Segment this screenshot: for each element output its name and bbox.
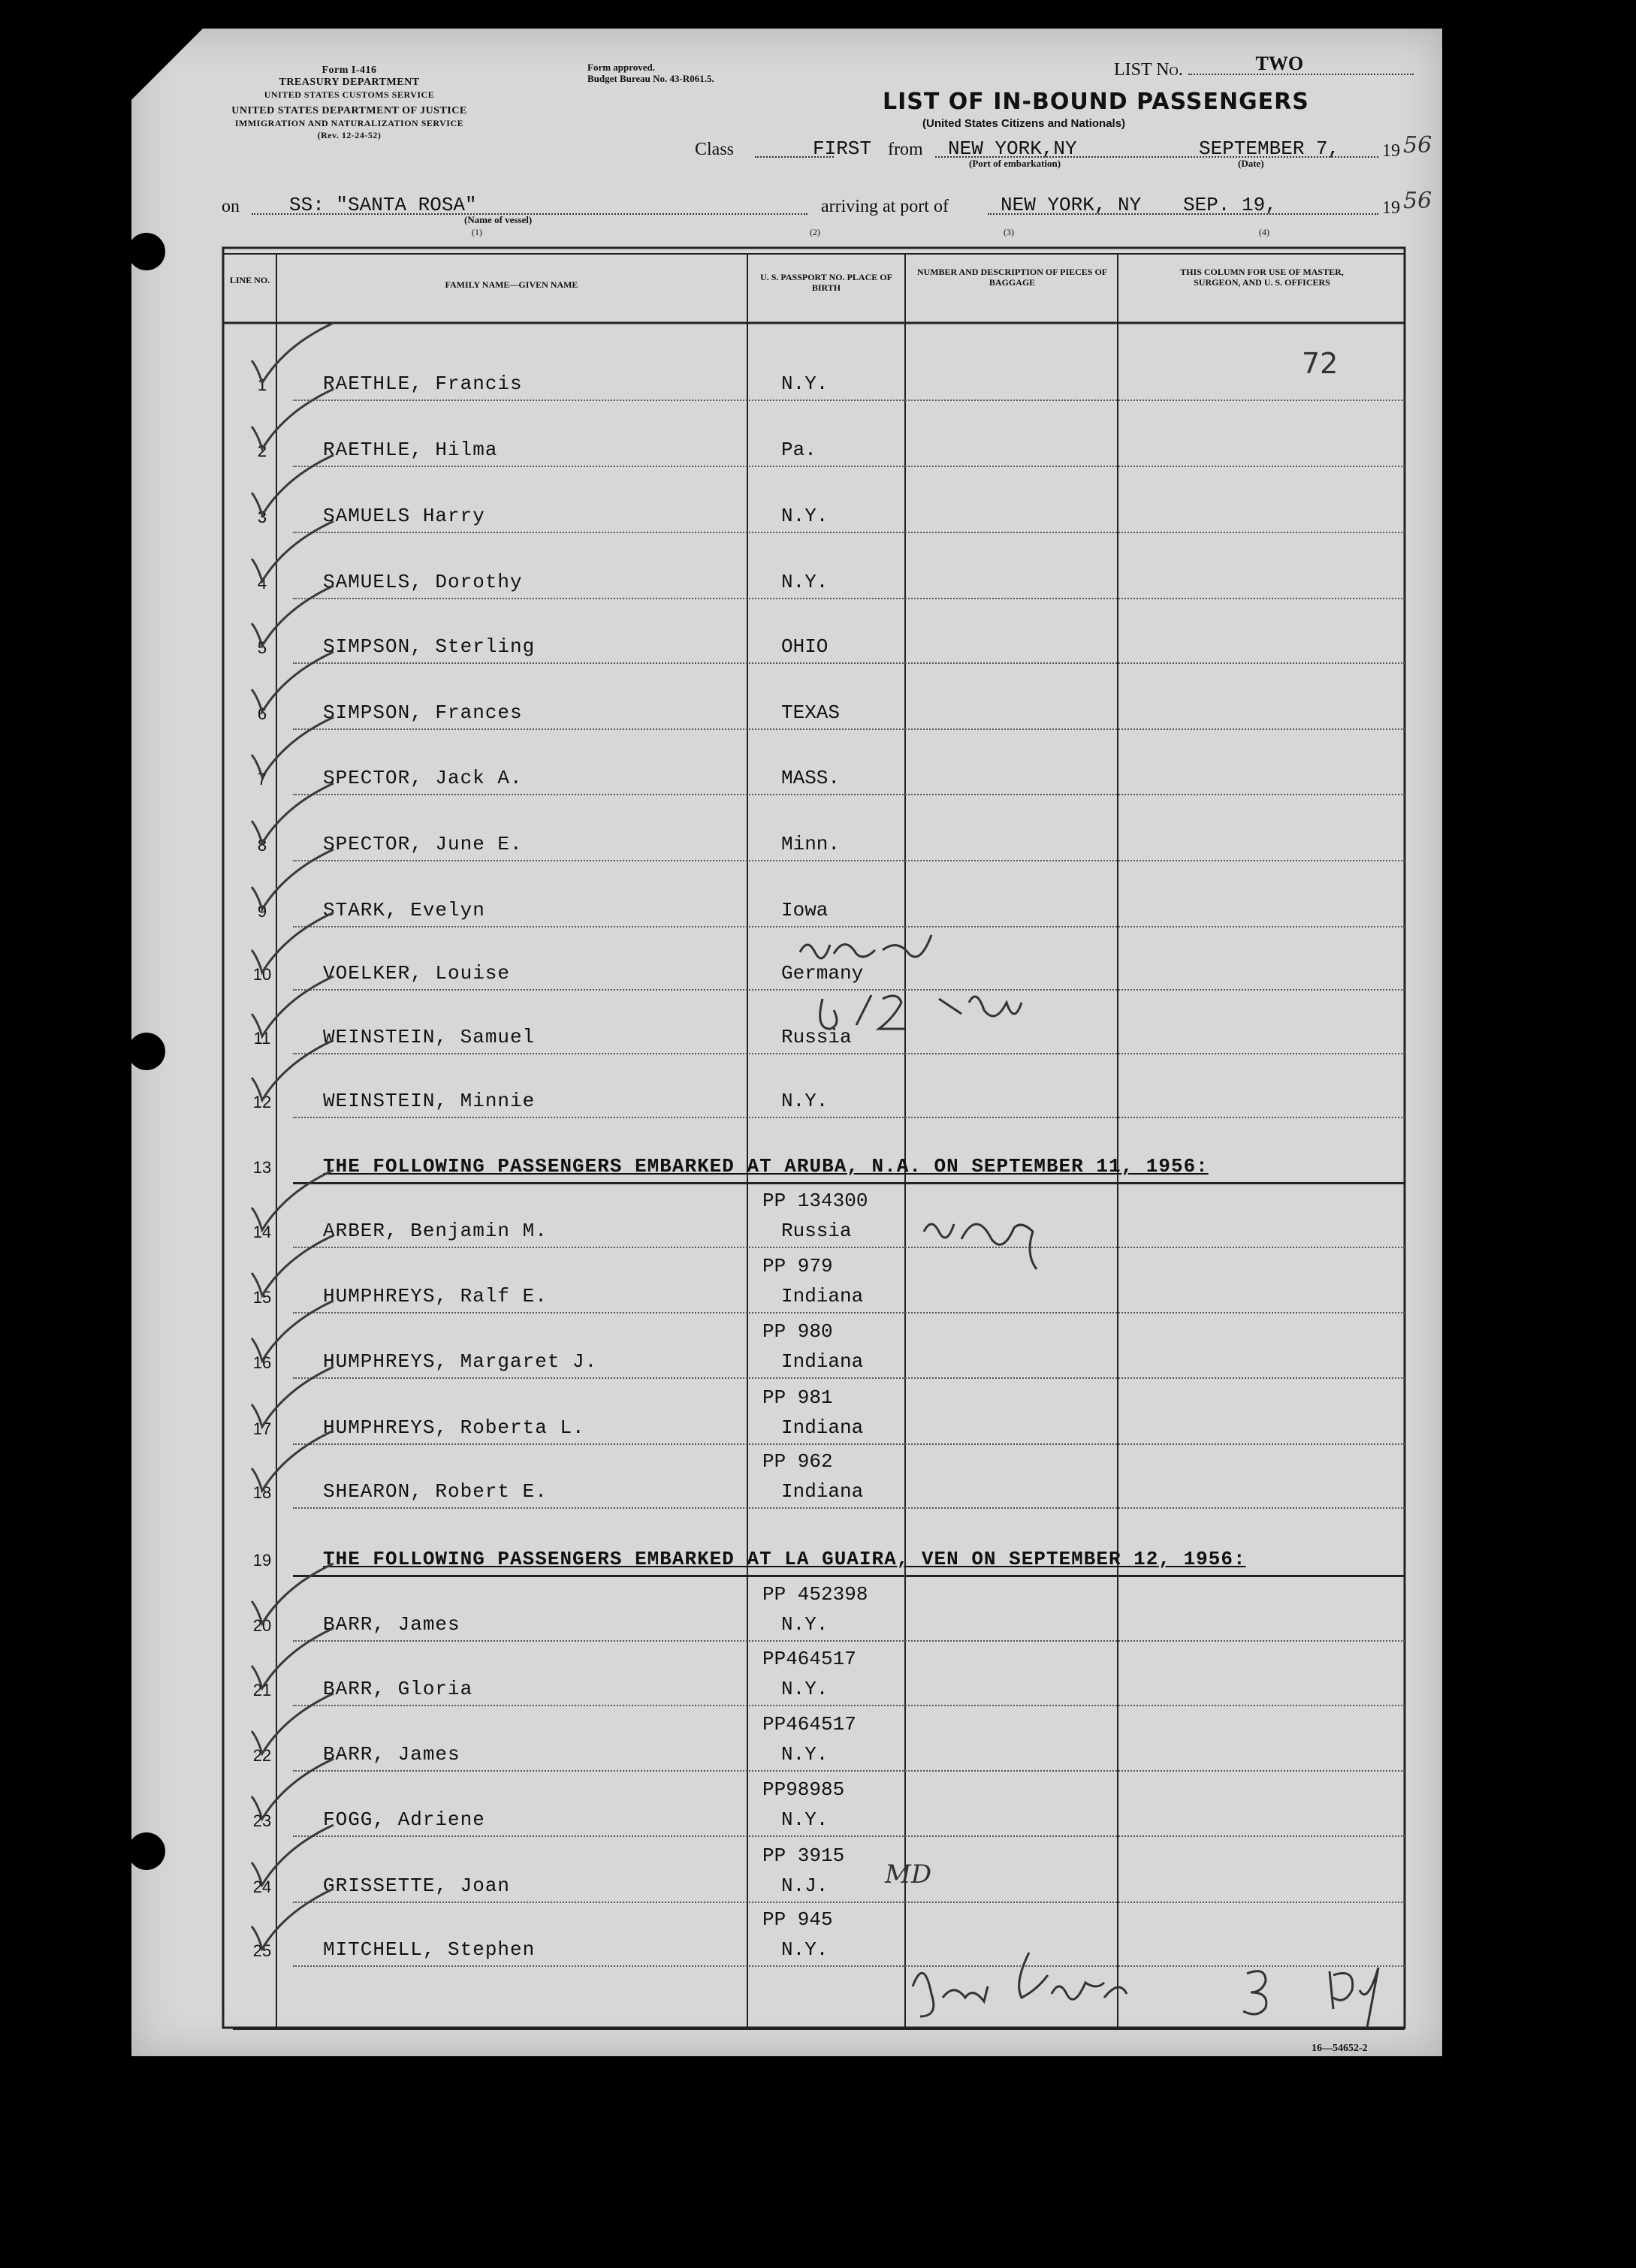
passenger-name: SHEARON, Robert E. (323, 1480, 548, 1503)
list-number-label: LIST No. (1114, 60, 1183, 80)
caption-2: (2) (810, 227, 820, 237)
place-of-birth: N.Y. (781, 571, 829, 593)
place-of-birth: Russia (781, 1220, 852, 1242)
caption-4: (4) (1259, 227, 1269, 237)
line-number: 2 (257, 442, 267, 460)
customs-label: UNITED STATES CUSTOMS SERVICE (264, 89, 435, 100)
class-value: FIRST (813, 137, 872, 160)
arrival-year: 56 (1403, 188, 1432, 214)
passport-number: PP464517 (762, 1648, 856, 1670)
line-number: 13 (252, 1158, 272, 1177)
caption-1: (1) (472, 227, 482, 237)
column-line-no: LINE NO. (229, 275, 270, 285)
embarkation-note: THE FOLLOWING PASSENGERS EMBARKED AT LA GUAIRA, VEN ON SEPTEMBER 12, 1956: (323, 1548, 1246, 1570)
form-approved: Form approved. (587, 62, 656, 73)
passport-number: PP 945 (762, 1908, 833, 1931)
class-label: Class (695, 140, 735, 159)
passenger-name: SIMPSON, Sterling (323, 635, 536, 658)
line-number: 20 (252, 1616, 272, 1635)
port-caption: (Port of embarkation) (969, 158, 1061, 169)
passport-number: PP 979 (762, 1255, 833, 1277)
place-of-birth: OHIO (781, 635, 829, 658)
check-mark-icon (244, 713, 342, 781)
check-mark-icon (244, 846, 342, 913)
place-of-birth: Iowa (781, 899, 829, 921)
passport-number: PP464517 (762, 1713, 856, 1736)
place-of-birth: Indiana (781, 1350, 864, 1373)
line-number: 3 (257, 508, 267, 526)
document-title: LIST OF IN-BOUND PASSENGERS (883, 89, 1309, 115)
check-mark-icon (244, 780, 342, 847)
place-of-birth: TEXAS (781, 701, 841, 724)
line-number: 12 (252, 1093, 272, 1111)
place-of-birth: Indiana (781, 1480, 864, 1503)
place-of-birth: Germany (781, 962, 864, 985)
place-of-birth: N.Y. (781, 1743, 829, 1766)
passenger-name: BARR, Gloria (323, 1678, 473, 1700)
check-mark-icon (244, 1624, 342, 1692)
check-mark-icon (244, 517, 342, 585)
check-mark-icon (244, 385, 342, 453)
arrival-date: SEP. 19, (1183, 194, 1277, 216)
passenger-count: 72 (1302, 347, 1339, 380)
embarkation-note: THE FOLLOWING PASSENGERS EMBARKED AT ARUBA, N.A. ON SEPTEMBER 11, 1956: (323, 1155, 1209, 1178)
line-number: 14 (252, 1223, 272, 1241)
line-number: 17 (252, 1419, 272, 1438)
check-mark-icon (244, 1297, 342, 1365)
passenger-name: SIMPSON, Frances (323, 701, 523, 724)
passenger-name: RAETHLE, Francis (323, 372, 523, 395)
line-number: 7 (257, 770, 267, 789)
line-number: 24 (252, 1877, 272, 1896)
line-number: 19 (252, 1551, 272, 1570)
line-number: 15 (252, 1288, 272, 1307)
place-of-birth: N.Y. (781, 1613, 829, 1636)
passenger-name: FOGG, Adriene (323, 1808, 485, 1831)
check-mark-icon (244, 1755, 342, 1823)
line-number: 16 (252, 1353, 272, 1372)
passenger-name: ARBER, Benjamin M. (323, 1220, 548, 1242)
check-mark-icon (244, 1560, 342, 1627)
place-of-birth: N.Y. (781, 372, 829, 395)
passenger-name: VOELKER, Louise (323, 962, 511, 985)
passenger-name: RAETHLE, Hilma (323, 439, 498, 461)
place-of-birth: Indiana (781, 1416, 864, 1439)
line-number: 4 (257, 574, 267, 593)
line-number: 11 (253, 1029, 271, 1048)
passenger-name: SPECTOR, June E. (323, 833, 523, 855)
footer-code: 16—54652-2 (1312, 2043, 1368, 2054)
column-officers: THIS COLUMN FOR USE OF MASTER, SURGEON, AND U. S. OFFICERS (1180, 267, 1344, 288)
arrival-port: NEW YORK, NY (1001, 194, 1142, 216)
check-mark-icon (244, 319, 342, 387)
check-mark-icon (244, 582, 342, 650)
passport-number: PP 962 (762, 1450, 833, 1473)
caption-3: (3) (1004, 227, 1014, 237)
passenger-name: SPECTOR, Jack A. (323, 767, 523, 789)
place-of-birth: N.Y. (781, 1678, 829, 1700)
check-mark-icon (244, 648, 342, 716)
vessel-caption: (Name of vessel) (464, 214, 533, 225)
passenger-name: BARR, James (323, 1613, 460, 1636)
line-number: 10 (252, 965, 272, 984)
line-number: 23 (252, 1811, 272, 1830)
year-value: 56 (1403, 132, 1432, 158)
column-name: FAMILY NAME—GIVEN NAME (445, 279, 578, 290)
place-of-birth: N.Y. (781, 505, 829, 527)
revision-label: (Rev. 12-24-52) (317, 130, 382, 140)
check-mark-icon (244, 1821, 342, 1889)
passport-number: PP98985 (762, 1778, 845, 1801)
place-of-birth: Minn. (781, 833, 841, 855)
line-number: 25 (252, 1941, 272, 1960)
check-mark-icon (244, 909, 342, 976)
check-mark-icon (244, 1036, 342, 1104)
from-value: NEW YORK,NY (948, 137, 1077, 160)
vessel-value: SS: "SANTA ROSA" (289, 194, 477, 216)
passenger-name: WEINSTEIN, Minnie (323, 1090, 536, 1112)
md-annotation: MD (885, 1859, 932, 1889)
line-number: 6 (257, 704, 267, 723)
check-mark-icon (244, 1166, 342, 1234)
passenger-name: MITCHELL, Stephen (323, 1938, 536, 1961)
line-number: 18 (252, 1483, 272, 1502)
check-mark-icon (244, 1885, 342, 1953)
line-number: 5 (257, 638, 267, 657)
line-number: 1 (257, 375, 267, 394)
passenger-name: HUMPHREYS, Roberta L. (323, 1416, 585, 1439)
passenger-name: GRISSETTE, Joan (323, 1874, 511, 1897)
check-mark-icon (244, 1363, 342, 1431)
place-of-birth: N.J. (781, 1874, 829, 1897)
document-subtitle: (United States Citizens and Nationals) (922, 117, 1126, 130)
passenger-name: SAMUELS Harry (323, 505, 485, 527)
form-number: Form I-416 (321, 65, 377, 76)
date-caption: (Date) (1238, 158, 1264, 169)
budget-number: Budget Bureau No. 43-R061.5. (587, 73, 714, 84)
line-number: 21 (252, 1681, 272, 1699)
place-of-birth: Russia (781, 1026, 852, 1048)
line-number: 8 (257, 836, 267, 855)
column-passport: U. S. PASSPORT NO. PLACE OF BIRTH (760, 272, 892, 293)
arrival-year-prefix: 19 (1382, 198, 1400, 218)
check-mark-icon (244, 451, 342, 519)
passport-number: PP 980 (762, 1320, 833, 1343)
passport-number: PP 981 (762, 1386, 833, 1409)
check-mark-icon (244, 973, 342, 1040)
column-baggage: NUMBER AND DESCRIPTION OF PIECES OF BAGGAGE (916, 267, 1108, 288)
passport-number: PP 3915 (762, 1844, 845, 1867)
ins-label: IMMIGRATION AND NATURALIZATION SERVICE (234, 118, 464, 128)
passenger-name: SAMUELS, Dorothy (323, 571, 523, 593)
justice-label: UNITED STATES DEPARTMENT OF JUSTICE (231, 105, 467, 116)
arriving-label: arriving at port of (821, 197, 949, 216)
line-number: 9 (257, 902, 267, 921)
line-number: 22 (252, 1746, 272, 1765)
passenger-name: STARK, Evelyn (323, 899, 485, 921)
check-mark-icon (244, 1427, 342, 1494)
passenger-name: WEINSTEIN, Samuel (323, 1026, 536, 1048)
from-label: from (888, 140, 923, 159)
place-of-birth: Indiana (781, 1285, 864, 1307)
place-of-birth: N.Y. (781, 1090, 829, 1112)
list-number-value: TWO (1255, 53, 1304, 74)
departure-date: SEPTEMBER 7, (1199, 137, 1340, 160)
place-of-birth: N.Y. (781, 1808, 829, 1831)
passenger-name: HUMPHREYS, Margaret J. (323, 1350, 598, 1373)
passport-number: PP 452398 (762, 1583, 868, 1606)
passenger-name: BARR, James (323, 1743, 460, 1766)
passport-number: PP 134300 (762, 1190, 868, 1212)
place-of-birth: N.Y. (781, 1938, 829, 1961)
on-label: on (222, 197, 240, 216)
treasury-label: TREASURY DEPARTMENT (279, 77, 420, 88)
year-prefix: 19 (1382, 141, 1400, 161)
passenger-name: HUMPHREYS, Ralf E. (323, 1285, 548, 1307)
place-of-birth: MASS. (781, 767, 841, 789)
check-mark-icon (244, 1690, 342, 1757)
place-of-birth: Pa. (781, 439, 816, 461)
check-mark-icon (244, 1232, 342, 1299)
